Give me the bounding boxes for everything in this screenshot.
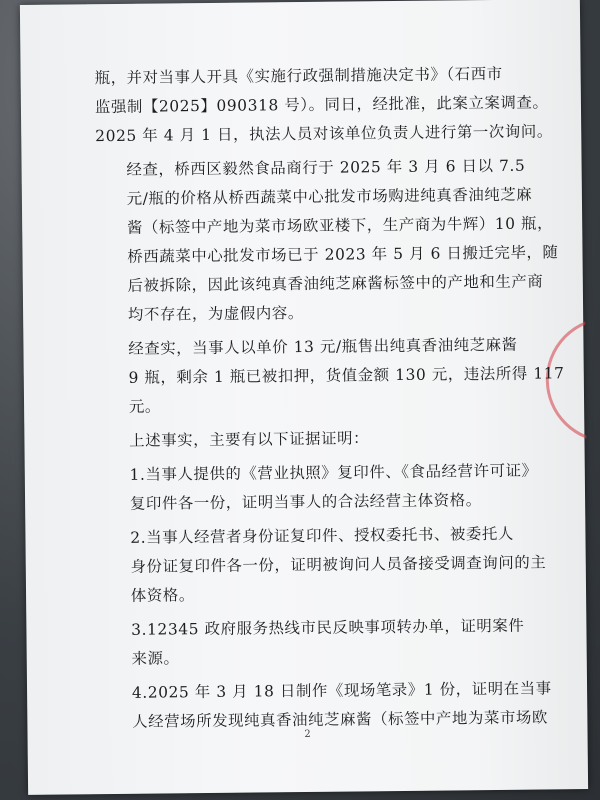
text-line: 2.当事人经营者身份证复印件、授权委托书、被委托人 <box>130 524 515 547</box>
paragraph <box>94 60 553 151</box>
text-line: 酱（标签中产地为菜市场欧亚楼下，生产商为牛辉）10 瓶， <box>126 214 554 237</box>
text-line: 上述事实，主要有以下证据证明： <box>129 429 370 450</box>
text-line: 体资格。 <box>130 586 195 605</box>
paragraph <box>98 423 526 456</box>
text-line: 后被拆除，因此该纯真香油纯芝麻酱标签中的产地和生产商 <box>127 272 544 295</box>
paragraph <box>99 457 538 519</box>
text-line: 元/瓶的价格从桥西蔬菜中心批发市场购进纯真香油纯芝麻 <box>126 185 533 208</box>
text-line: 经查，桥西区毅然食品商行于 2025 年 3 月 6 日以 7.5 <box>126 156 526 179</box>
text-line: 身份证复印件各一份，证明被询问人员备接受调查询问的主 <box>130 553 547 576</box>
paragraph <box>100 612 529 674</box>
text-line: 经查实，当事人以单价 13 元/瓶售出纯真香油纯芝麻酱 <box>128 335 518 358</box>
text-line: 来源。 <box>131 649 180 668</box>
paragraph <box>97 331 565 422</box>
text-line: 人经营场所发现纯真香油纯芝麻酱（标签中产地为菜市场欧 <box>132 708 549 731</box>
text-line: 2025 年 4 月 1 日，执法人员对该单位负责人进行第一次询问。 <box>95 122 553 146</box>
text-line: 4.2025 年 3 月 18 日制作《现场笔录》1 份，证明在当事 <box>131 679 552 702</box>
text-line: 9 瓶，剩余 1 瓶已被扣押，货值金额 130 元，违法所得 117 <box>128 364 565 387</box>
text-line: 复印件各一份，证明当事人的合法经营主体资格。 <box>129 491 482 513</box>
text-line: 3.12345 政府服务热线市民反映事项转办单，证明案件 <box>131 616 525 639</box>
text-line: 桥西蔬菜中心批发市场已于 2023 年 5 月 6 日搬迁完毕，随 <box>127 243 559 266</box>
document-page <box>20 0 588 795</box>
paragraph <box>99 520 547 611</box>
text-line: 均不存在，为虚假内容。 <box>127 303 304 324</box>
text-line: 瓶，并对当事人开具《实施行政强制措施决定书》（石西市 <box>94 64 503 88</box>
document-body <box>94 60 565 742</box>
text-line: 元。 <box>128 397 161 416</box>
text-line: 1.当事人提供的《营业执照》复印件、《食品经营许可证》 <box>129 461 538 484</box>
paragraph <box>95 152 559 330</box>
text-line: 监强制【2025】090318 号）。同日，经批准，此案立案调查。 <box>94 93 549 117</box>
page-number: 2 <box>304 728 311 741</box>
